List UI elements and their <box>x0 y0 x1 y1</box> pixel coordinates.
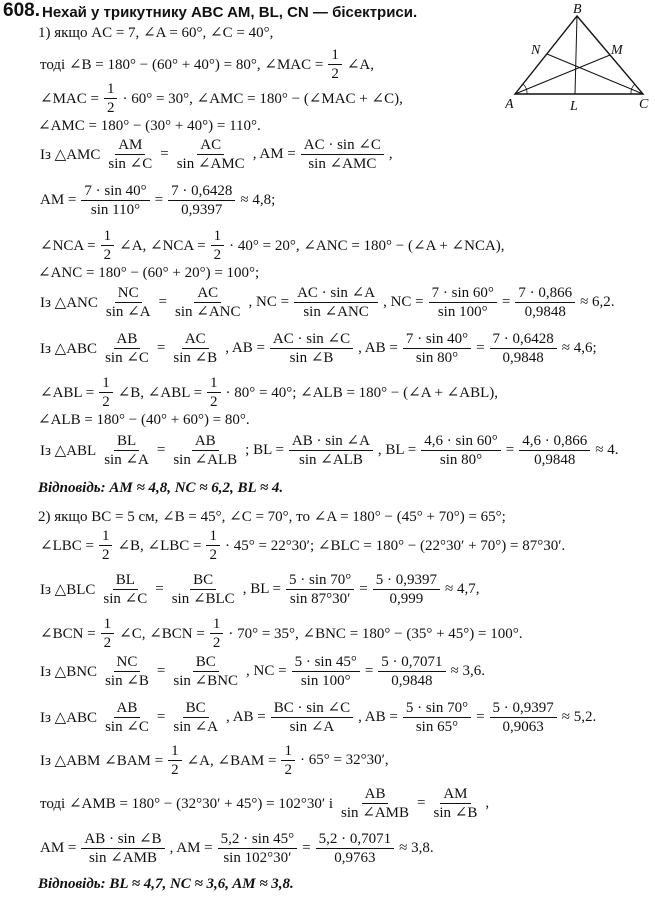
fraction <box>100 571 150 608</box>
numerator: AC <box>197 136 224 155</box>
numerator: AB · sin ∠A <box>289 432 373 451</box>
denominator: 2 <box>284 762 292 778</box>
triangle-figure <box>505 2 653 112</box>
text: , AB = <box>358 709 398 725</box>
denominator: 2 <box>103 635 112 651</box>
text: ∠A, ∠NCA = <box>119 238 206 254</box>
problem-number: 608. <box>3 0 40 21</box>
p1-row5 <box>38 330 599 367</box>
text: ≈ 4,7, <box>444 581 480 597</box>
denominator: sin ∠C <box>103 591 148 607</box>
numerator: 5 · sin 70° <box>403 699 471 718</box>
numerator: AB · sin ∠B <box>81 830 164 849</box>
bisector-cn <box>547 54 643 94</box>
numerator: AC <box>194 284 221 303</box>
fraction <box>328 46 342 83</box>
denominator: 2 <box>213 247 222 263</box>
numerator: BL <box>113 571 138 590</box>
p1-row1 <box>38 136 395 173</box>
text: ∠B, ∠LBC = <box>117 538 202 554</box>
vertex-label-a: A <box>505 97 514 112</box>
denominator: sin ∠AMC <box>176 156 245 172</box>
denominator: sin ∠C <box>105 350 149 366</box>
text: ∠B, ∠ABL = <box>117 385 203 401</box>
fraction <box>170 653 241 690</box>
fraction <box>168 742 182 779</box>
denominator: 0,9848 <box>502 350 544 366</box>
denominator: sin ∠BNC <box>173 673 239 689</box>
denominator: sin 65° <box>415 719 459 735</box>
fraction <box>378 653 445 690</box>
fraction <box>270 330 353 367</box>
numerator: AM <box>440 785 470 804</box>
numerator: 4,6 · sin 60° <box>421 432 501 451</box>
numerator: BC · sin ∠C <box>271 699 353 718</box>
p1-row7 <box>38 432 620 469</box>
text: , <box>485 795 490 811</box>
text: ≈ 4,6; <box>561 340 597 356</box>
denominator: sin ∠A <box>105 304 151 320</box>
numerator: 5 · 0,9397 <box>490 699 557 718</box>
text: = <box>154 192 164 208</box>
fraction <box>338 785 412 822</box>
text: = <box>158 294 168 310</box>
denominator: sin 87°30′ <box>289 591 351 607</box>
denominator: sin ∠B <box>173 350 218 366</box>
denominator: sin ∠BLC <box>171 591 235 607</box>
text: = <box>501 294 511 310</box>
denominator: sin ∠ANC <box>175 304 241 320</box>
text: , AM = <box>252 146 296 162</box>
text: , BL = <box>377 442 417 458</box>
denominator: 0,9848 <box>524 304 566 320</box>
fraction <box>81 182 149 219</box>
text: тоді ∠AMB = 180° − (32°30′ + 45°) = 102°30′ і <box>40 796 334 812</box>
denominator: sin ∠C <box>108 156 153 172</box>
text: тоді ∠B = 180° − (60° + 40°) = 80°, ∠MAC = <box>40 57 324 73</box>
text: · 60° = 30°, ∠AMC = 180° − (∠MAC + ∠C), <box>122 91 403 107</box>
numerator: 1 <box>99 527 113 546</box>
text: = <box>359 581 368 597</box>
fraction <box>81 830 164 867</box>
text: Із △ABM ∠BAM = <box>40 753 164 769</box>
p2-row2 <box>38 571 481 608</box>
text: , AB = <box>226 709 266 725</box>
fraction <box>286 571 354 608</box>
denominator: sin ∠ALB <box>299 452 363 468</box>
p1-answer: Відповідь: AM ≈ 4,8, NC ≈ 6,2, BL ≈ 4. <box>38 480 284 496</box>
text: · 80° = 40°; ∠ALB = 180° − (∠A + ∠ABL), <box>225 385 498 401</box>
numerator: 5 · 0,9397 <box>373 571 440 590</box>
p2-row6 <box>38 742 391 779</box>
denominator: sin ∠AMB <box>88 850 157 866</box>
numerator: BC <box>183 699 209 718</box>
numerator: 7 · 0,6428 <box>490 330 557 349</box>
numerator: 7 · 0,6428 <box>168 182 235 201</box>
fraction <box>403 330 471 367</box>
denominator: 2 <box>212 635 221 651</box>
text: ∠MAC = <box>40 91 99 107</box>
text: Із △BLC <box>40 582 96 598</box>
fraction <box>102 653 152 690</box>
numerator: 1 <box>101 227 115 246</box>
fraction <box>170 330 220 367</box>
text: ≈ 4. <box>595 442 619 458</box>
numerator: 7 · sin 60° <box>429 284 497 303</box>
fraction <box>316 830 395 867</box>
text: AM = <box>40 192 77 208</box>
text: = <box>160 146 169 162</box>
fraction <box>99 527 113 564</box>
numerator: BC <box>193 653 219 672</box>
fraction <box>170 432 240 469</box>
fraction <box>211 227 225 264</box>
text: ≈ 3,8. <box>399 840 434 856</box>
denominator: sin ∠C <box>105 719 149 735</box>
numerator: 5 · sin 70° <box>286 571 354 590</box>
text: · 40° = 20°, ∠ANC = 180° − (∠A + ∠NCA), <box>229 238 505 254</box>
numerator: 1 <box>168 742 182 761</box>
fraction <box>169 571 238 608</box>
angle-mark-a <box>523 84 527 94</box>
point-label-l: L <box>570 99 578 112</box>
text: = <box>156 709 166 725</box>
text: , AB = <box>225 340 265 356</box>
problem-statement: Нехай у трикутнику ABC AM, BL, CN — бісектриси. <box>42 4 418 21</box>
text: ≈ 4,8; <box>240 192 276 208</box>
numerator: AB <box>114 330 141 349</box>
p1-row4 <box>38 284 617 321</box>
vertex-label-b: B <box>573 2 582 17</box>
fraction <box>99 374 113 411</box>
bisector-bl <box>575 16 577 94</box>
text: , NC = <box>248 294 290 310</box>
denominator: 2 <box>209 547 217 563</box>
p1-line5: ∠ANC = 180° − (60° + 20°) = 100°; <box>38 265 260 281</box>
denominator: sin 102°30′ <box>223 850 292 866</box>
p1-line3 <box>38 80 405 117</box>
denominator: sin 80° <box>439 452 483 468</box>
text: ∠A, ∠BAM = <box>186 753 277 769</box>
fraction <box>294 284 378 321</box>
p2-line1: 2) якщо BC = 5 см, ∠B = 45°, ∠C = 70°, то ∠A = 180° − (45° + 70°) = 65°; <box>38 509 506 525</box>
text: ≈ 6,2. <box>580 294 615 310</box>
fraction <box>281 742 295 779</box>
numerator: 1 <box>206 527 220 546</box>
numerator: 7 · sin 40° <box>403 330 471 349</box>
text: = <box>417 795 426 811</box>
fraction <box>101 615 115 652</box>
angle-mark-c <box>631 84 635 94</box>
text: = <box>476 340 485 356</box>
numerator: 1 <box>101 615 115 634</box>
fraction <box>102 330 152 367</box>
denominator: sin ∠AMB <box>341 805 410 821</box>
text: Із △ANC <box>40 295 98 311</box>
numerator: 1 <box>328 46 342 65</box>
denominator: sin ∠A <box>104 452 149 468</box>
denominator: sin ∠B <box>433 805 478 821</box>
p2-row4 <box>38 653 487 690</box>
denominator: sin ∠A <box>173 719 219 735</box>
denominator: 2 <box>210 394 218 410</box>
denominator: 0,9848 <box>391 673 433 689</box>
denominator: 0,9848 <box>534 452 576 468</box>
fraction <box>429 284 497 321</box>
text: Із △ABC <box>40 710 98 726</box>
text: ∠ABL = <box>40 385 95 401</box>
denominator: sin 100° <box>300 673 351 689</box>
numerator: AM <box>115 136 145 155</box>
p2-row5 <box>38 699 598 736</box>
fraction <box>490 330 557 367</box>
numerator: AC · sin ∠C <box>270 330 353 349</box>
fraction <box>519 432 590 469</box>
denominator: sin ∠ANC <box>303 304 369 320</box>
text: ≈ 3,6. <box>450 663 486 679</box>
text: = <box>476 709 485 725</box>
text: ∠NCA = <box>40 238 96 254</box>
text: = <box>302 840 311 856</box>
fraction <box>403 699 471 736</box>
numerator: AC · sin ∠A <box>294 284 378 303</box>
p1-line1: 1) якщо AC = 7, ∠A = 60°, ∠C = 40°, <box>38 25 274 41</box>
text: = <box>156 663 166 679</box>
p2-row1 <box>38 527 567 564</box>
fraction <box>271 699 353 736</box>
p2-answer: Відповідь: BL ≈ 4,7, NC ≈ 3,6, AM ≈ 3,8. <box>38 876 294 892</box>
fraction <box>421 432 501 469</box>
fraction <box>218 830 298 867</box>
point-label-m: M <box>611 43 623 58</box>
denominator: sin ∠A <box>289 719 335 735</box>
denominator: 2 <box>103 247 112 263</box>
fraction <box>206 527 220 564</box>
denominator: 0,999 <box>389 591 424 607</box>
fraction <box>170 699 221 736</box>
numerator: AB <box>192 432 219 451</box>
numerator: 5,2 · 0,7071 <box>316 830 395 849</box>
fraction <box>289 432 373 469</box>
text: ∠LBC = <box>40 538 94 554</box>
text: , BL = <box>242 581 282 597</box>
numerator: AC <box>182 330 209 349</box>
text: = <box>364 663 374 679</box>
numerator: AB <box>114 699 141 718</box>
p1-line6: ∠ALB = 180° − (40° + 60°) = 80°. <box>38 412 250 428</box>
text: , NC = <box>246 663 287 679</box>
numerator: 1 <box>99 374 113 393</box>
fraction <box>373 571 440 608</box>
text: ≈ 5,2. <box>561 709 597 725</box>
denominator: sin 110° <box>90 202 141 218</box>
text: Із △BNC <box>40 664 98 680</box>
text: ∠BCN = <box>40 626 96 642</box>
text: ; BL = <box>245 442 284 458</box>
text: , AM = <box>169 840 213 856</box>
denominator: sin ∠B <box>105 673 149 689</box>
text: AM = <box>40 840 77 856</box>
fraction <box>104 80 118 117</box>
text: = <box>156 442 166 458</box>
numerator: AC · sin ∠C <box>301 136 384 155</box>
numerator: 5,2 · sin 45° <box>218 830 298 849</box>
fraction <box>292 653 360 690</box>
p1-row2 <box>38 182 277 219</box>
numerator: BC <box>190 571 216 590</box>
denominator: sin ∠AMC <box>308 156 377 172</box>
denominator: 2 <box>171 762 179 778</box>
fraction <box>207 374 221 411</box>
text: , NC = <box>383 294 424 310</box>
fraction <box>101 432 152 469</box>
p2-row3 <box>38 615 525 652</box>
fraction <box>210 615 224 652</box>
text: · 45° = 22°30′; ∠BLC = 180° − (22°30′ + 70°) = 87°30′. <box>224 538 566 554</box>
text: · 70° = 35°, ∠BNC = 180° − (35° + 45°) = 100°. <box>228 626 523 642</box>
denominator: 2 <box>331 66 339 82</box>
fraction <box>490 699 557 736</box>
numerator: 1 <box>210 615 224 634</box>
numerator: NC <box>115 284 142 303</box>
denominator: sin ∠B <box>289 350 334 366</box>
text: , <box>388 146 393 162</box>
p1-line2 <box>38 46 376 83</box>
text: Із △AMC <box>40 147 101 163</box>
p1-row6 <box>38 374 500 411</box>
denominator: 0,9397 <box>181 202 223 218</box>
p1-line4: ∠AMC = 180° − (30° + 40°) = 110°. <box>38 118 261 134</box>
numerator: 1 <box>104 80 118 99</box>
denominator: sin ∠ALB <box>173 452 238 468</box>
numerator: BL <box>114 432 139 451</box>
numerator: 4,6 · 0,866 <box>519 432 590 451</box>
text: · 65° = 32°30′, <box>299 752 389 768</box>
p2-row7 <box>38 785 491 822</box>
numerator: 1 <box>207 374 221 393</box>
numerator: 7 · sin 40° <box>81 182 149 201</box>
fraction <box>105 136 155 173</box>
numerator: AB <box>362 785 389 804</box>
denominator: 0,9063 <box>502 719 544 735</box>
denominator: sin 100° <box>437 304 488 320</box>
text: ∠C, ∠BCN = <box>119 626 205 642</box>
denominator: 2 <box>102 394 110 410</box>
text: ∠A, <box>346 57 374 73</box>
fraction <box>172 284 244 321</box>
fraction <box>431 785 481 822</box>
text: = <box>505 442 515 458</box>
fraction <box>101 227 115 264</box>
fraction <box>174 136 248 173</box>
vertex-label-c: C <box>639 97 649 112</box>
text: = <box>155 581 164 597</box>
denominator: 0,9763 <box>334 850 376 866</box>
fraction <box>103 284 154 321</box>
text: = <box>156 340 166 356</box>
text: , AB = <box>358 340 398 356</box>
text: Із △ABC <box>40 341 98 357</box>
numerator: 5 · 0,7071 <box>378 653 445 672</box>
p1-row3 <box>38 227 507 264</box>
denominator: sin 80° <box>415 350 459 366</box>
fraction <box>102 699 152 736</box>
numerator: 1 <box>281 742 295 761</box>
denominator: 2 <box>106 100 115 116</box>
numerator: 5 · sin 45° <box>292 653 360 672</box>
text: Із △ABL <box>40 443 97 459</box>
numerator: NC <box>114 653 141 672</box>
numerator: 1 <box>211 227 225 246</box>
denominator: 2 <box>101 547 110 563</box>
p2-row8 <box>38 830 436 867</box>
fraction <box>515 284 575 321</box>
fraction <box>168 182 235 219</box>
fraction <box>301 136 384 173</box>
numerator: 7 · 0,866 <box>515 284 575 303</box>
point-label-n: N <box>531 43 541 58</box>
